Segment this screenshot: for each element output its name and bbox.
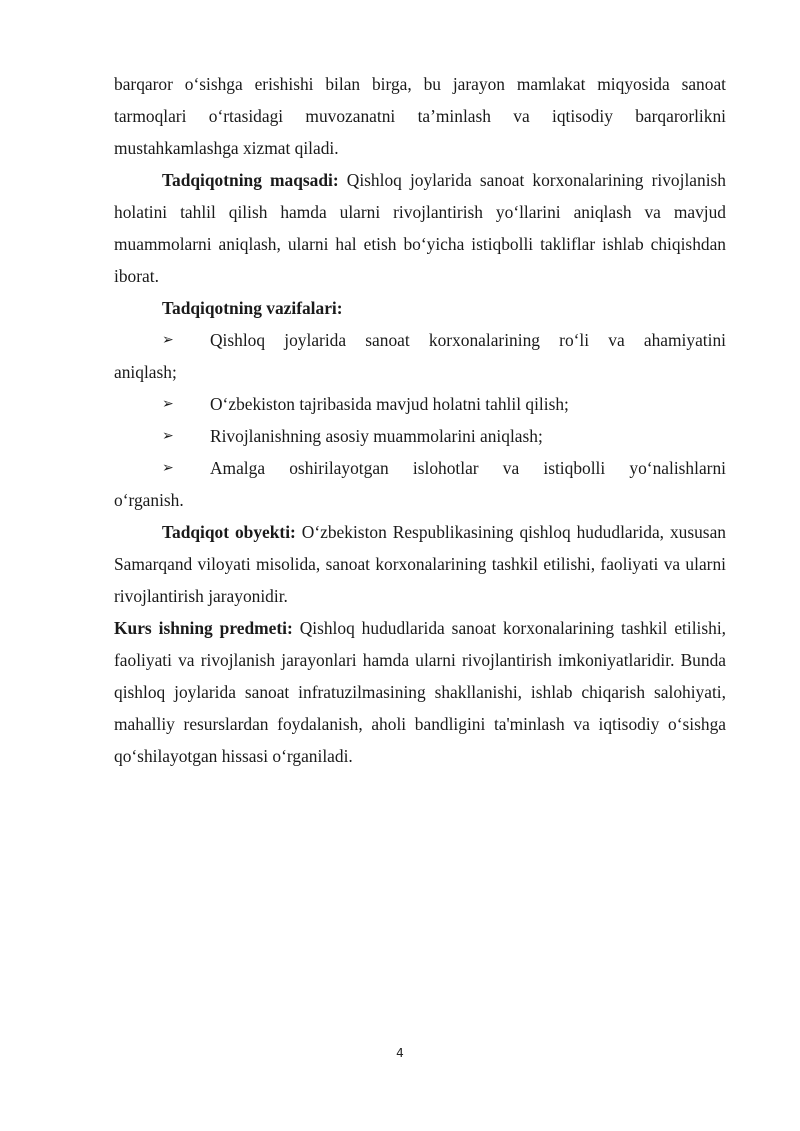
task-text-first-line: Amalga oshirilayotgan islohotlar va istiqbolli yo‘nalishlarni xyxy=(210,458,726,478)
arrow-bullet-icon: ➢ xyxy=(162,332,174,348)
page-number: 4 xyxy=(396,1046,404,1060)
task-text-continuation: aniqlash; xyxy=(114,362,177,382)
research-tasks-list xyxy=(114,324,726,516)
task-text-first-line: O‘zbekiston tajribasida mavjud holatni tahlil qilish; xyxy=(210,394,569,414)
research-goal-label: Tadqiqotning maqsadi: xyxy=(162,170,339,190)
research-tasks-heading xyxy=(114,292,726,324)
task-text-first-line: Qishloq joylarida sanoat korxonalarining ro‘li va ahamiyatini xyxy=(210,330,726,350)
intro-paragraph: barqaror o‘sishga erishishi bilan birga, bu jarayon mamlakat miqyosida sanoat tarmoqlari o‘rtasidagi muvozanatni ta’minlash va iqtisodiy barqarorlikni mustahkamlashga xizmat qiladi. xyxy=(114,74,726,158)
research-goal-text: Qishloq joylarida sanoat korxonalarining rivojlanish holatini tahlil qilish hamda ularni rivojlantirish yo‘llarini aniqlash va mavjud muammolarni aniqlash, ularni hal etish bo‘yicha istiqbolli takliflar ishlab chiqishdan iborat. xyxy=(114,170,726,286)
arrow-bullet-icon: ➢ xyxy=(162,428,174,444)
list-item xyxy=(114,452,726,516)
course-subject-text: Qishloq hududlarida sanoat korxonalarining tashkil etilishi, faoliyati va rivojlanish jarayonlari hamda ularni rivojlantirish imkoniyatlaridir. Bunda qishloq joylarida sanoat infratuzilmasining shakllanishi, ishlab chiqarish salohiyati, mahalliy resurslardan foydalanish, aholi bandligini ta'minlash va iqtisodiy o‘sishga qo‘shilayotgan hissasi o‘rganiladi. xyxy=(114,618,727,766)
research-object-label: Tadqiqot obyekti: xyxy=(162,522,296,542)
task-text-continuation: o‘rganish. xyxy=(114,490,184,510)
course-subject-paragraph xyxy=(114,612,726,772)
list-item xyxy=(114,420,726,452)
list-item xyxy=(114,324,726,388)
research-goal-paragraph xyxy=(114,164,726,292)
research-object-paragraph xyxy=(114,516,726,612)
course-subject-label: Kurs ishning predmeti: xyxy=(114,618,293,638)
arrow-bullet-icon: ➢ xyxy=(162,460,174,476)
research-tasks-label: Tadqiqotning vazifalari: xyxy=(162,298,343,318)
page-body xyxy=(114,68,726,772)
task-text-first-line: Rivojlanishning asosiy muammolarini aniqlash; xyxy=(210,426,543,446)
list-item xyxy=(114,388,726,420)
arrow-bullet-icon: ➢ xyxy=(162,396,174,412)
research-object-text: O‘zbekiston Respublikasining qishloq hududlarida, xususan Samarqand viloyati misolida, sanoat korxonalarining tashkil etilishi, faoliyati va ularni rivojlantirish jarayonidir. xyxy=(114,522,726,606)
